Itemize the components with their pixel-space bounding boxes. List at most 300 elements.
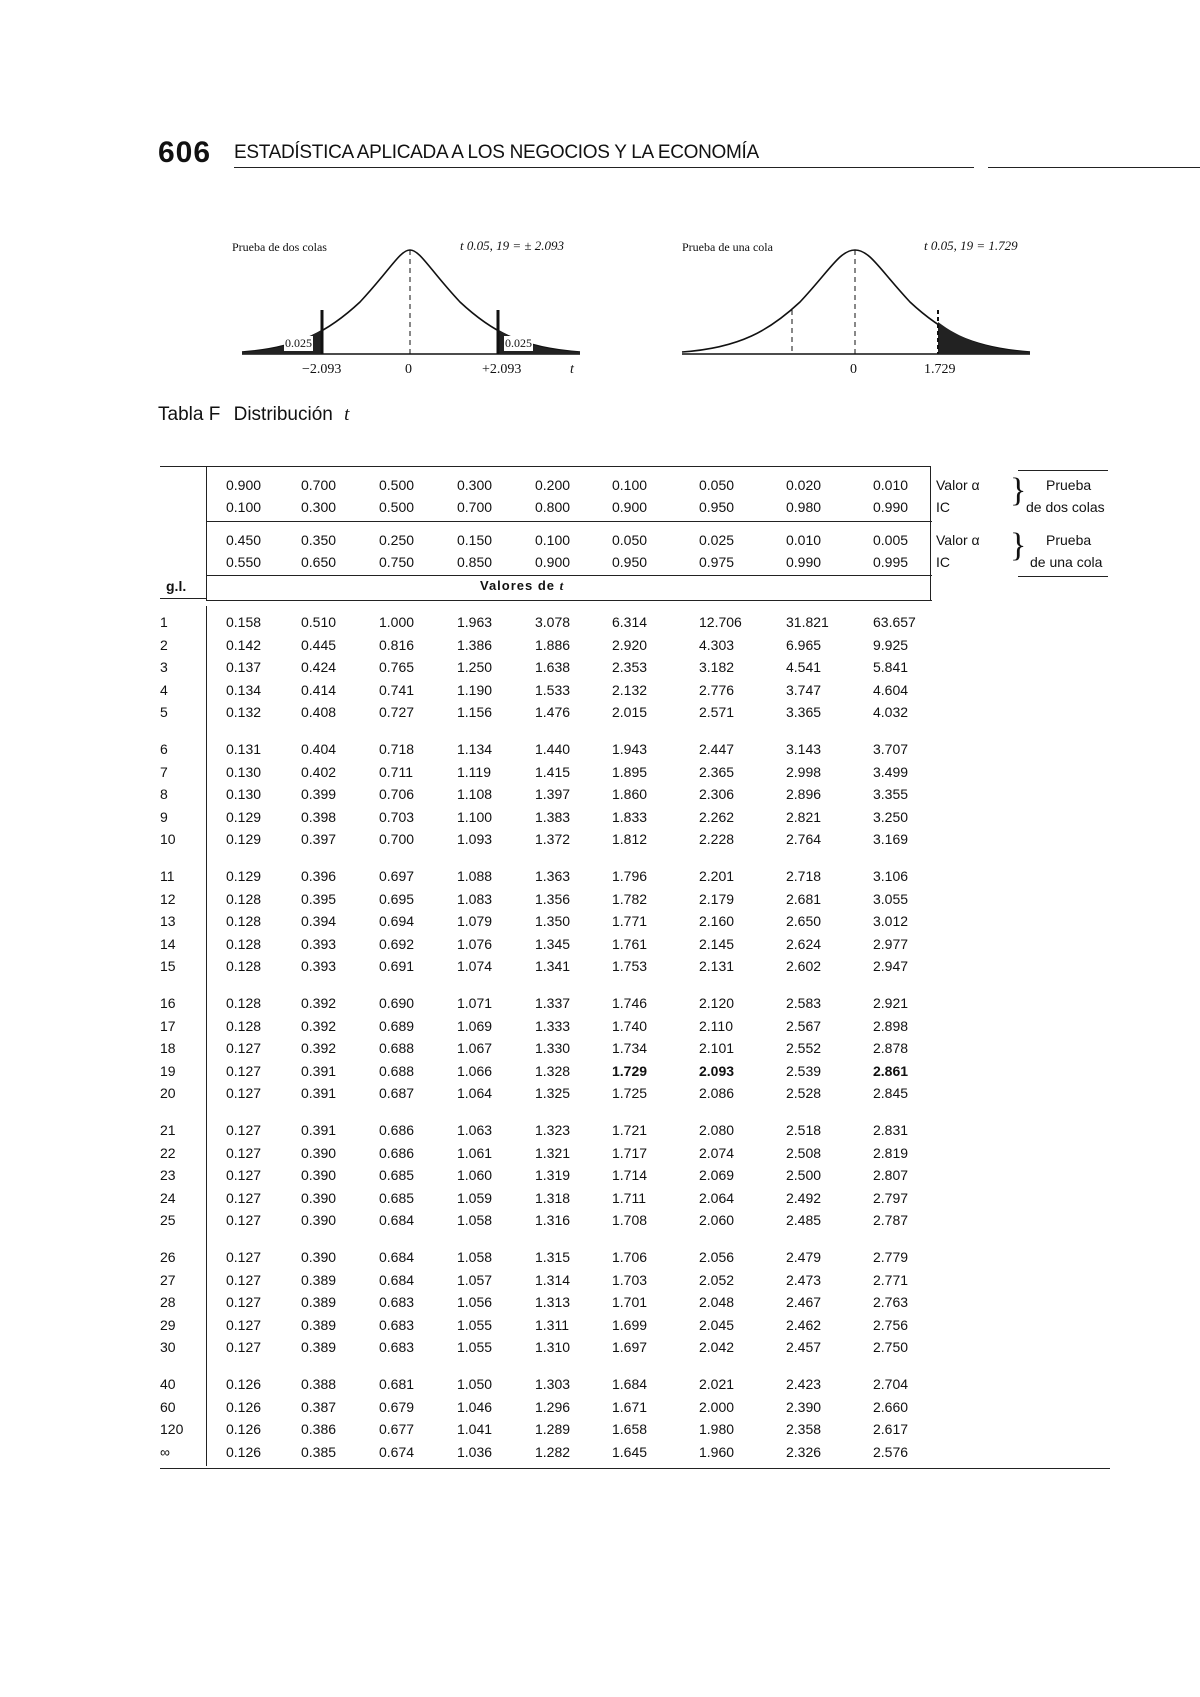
critical-value: 1.313	[535, 1294, 571, 1311]
critical-value: 0.684	[379, 1249, 415, 1265]
critical-value: 2.776	[699, 681, 735, 698]
one-tail-ic-value: 0.750	[379, 554, 415, 570]
critical-value: 6.965	[786, 636, 822, 653]
critical-value: 0.128	[226, 995, 262, 1011]
critical-value: 2.602	[786, 958, 822, 975]
critical-value: 3.182	[699, 659, 735, 676]
critical-value: 2.080	[699, 1122, 735, 1138]
critical-value: 2.571	[699, 704, 735, 721]
critical-value: 0.127	[226, 1316, 262, 1333]
critical-value: 2.779	[873, 1249, 909, 1265]
critical-value: 1.058	[457, 1212, 493, 1229]
critical-value: 0.391	[301, 1062, 337, 1079]
critical-value: 2.576	[873, 1443, 909, 1460]
critical-value: 0.684	[379, 1271, 415, 1288]
critical-value: 9.925	[873, 636, 909, 653]
critical-value: 2.462	[786, 1316, 822, 1333]
critical-value: 1.415	[535, 763, 571, 780]
critical-value: 0.445	[301, 636, 337, 653]
critical-value: 3.143	[786, 741, 822, 757]
two-tail-alpha-value: 0.050	[699, 477, 735, 493]
df-value: ∞	[160, 1443, 170, 1460]
critical-value: 0.127	[226, 1085, 262, 1102]
critical-value: 0.127	[226, 1212, 262, 1229]
critical-value: 3.365	[786, 704, 822, 721]
critical-value: 31.821	[786, 614, 829, 630]
critical-value: 1.386	[457, 636, 493, 653]
critical-value: 0.700	[379, 831, 415, 848]
critical-value: 0.711	[379, 763, 413, 780]
one-tail-ic-value: 0.650	[301, 554, 337, 570]
critical-value: 1.083	[457, 890, 493, 907]
critical-value: 0.727	[379, 704, 415, 721]
one-tail-test-label-1: Prueba	[1046, 532, 1092, 548]
critical-value: 2.552	[786, 1040, 822, 1057]
critical-value: 1.345	[535, 935, 571, 952]
critical-value: 0.414	[301, 681, 337, 698]
critical-value: 2.650	[786, 913, 822, 930]
critical-value: 2.947	[873, 958, 909, 975]
critical-value: 2.048	[699, 1294, 735, 1311]
critical-value: 0.695	[379, 890, 415, 907]
critical-value: 1.740	[612, 1017, 648, 1034]
critical-value: 1.074	[457, 958, 493, 975]
critical-value: 3.106	[873, 868, 909, 884]
critical-value: 1.055	[457, 1339, 493, 1356]
critical-value: 1.533	[535, 681, 571, 698]
critical-value: 2.365	[699, 763, 735, 780]
critical-value: 1.057	[457, 1271, 493, 1288]
critical-value: 1.812	[612, 831, 648, 848]
values-header-text: Valores de	[480, 578, 556, 593]
two-tail-ic-value: 0.700	[457, 499, 493, 515]
critical-value: 2.763	[873, 1294, 909, 1311]
critical-value: 1.316	[535, 1212, 571, 1229]
critical-value: 2.861	[873, 1062, 909, 1079]
critical-value: 0.127	[226, 1062, 262, 1079]
critical-value: 2.086	[699, 1085, 735, 1102]
critical-value: 1.323	[535, 1122, 571, 1138]
critical-value: 0.128	[226, 913, 262, 930]
critical-value: 1.671	[612, 1398, 648, 1415]
critical-value: 1.058	[457, 1249, 493, 1265]
critical-value: 1.100	[457, 808, 493, 825]
critical-value: 3.499	[873, 763, 909, 780]
critical-value: 63.657	[873, 614, 916, 630]
critical-value: 2.262	[699, 808, 735, 825]
critical-value: 1.476	[535, 704, 571, 721]
one-tail-alpha-value: 0.025	[699, 532, 735, 548]
df-value: 10	[160, 831, 176, 848]
one-tail-alpha-value: 0.350	[301, 532, 337, 548]
two-tail-alpha-value: 0.700	[301, 477, 337, 493]
critical-value: 2.807	[873, 1167, 909, 1184]
critical-value: 1.729	[612, 1062, 648, 1079]
critical-value: 0.128	[226, 1017, 262, 1034]
one-tail-ic-value: 0.550	[226, 554, 262, 570]
critical-value: 0.126	[226, 1398, 262, 1415]
critical-value: 4.604	[873, 681, 909, 698]
critical-value: 0.127	[226, 1339, 262, 1356]
critical-value: 2.306	[699, 786, 735, 803]
critical-value: 0.390	[301, 1212, 337, 1229]
critical-value: 0.686	[379, 1144, 415, 1161]
two-tail-ic-value: 0.950	[699, 499, 735, 515]
critical-value: 0.392	[301, 1017, 337, 1034]
critical-value: 1.721	[612, 1122, 648, 1138]
critical-value: 2.898	[873, 1017, 909, 1034]
df-header: g.l.	[166, 578, 187, 594]
critical-value: 1.310	[535, 1339, 571, 1356]
critical-value: 0.126	[226, 1421, 262, 1438]
critical-value: 0.137	[226, 659, 262, 676]
critical-value: 0.688	[379, 1062, 415, 1079]
two-tail-area-left: 0.025	[285, 336, 312, 350]
values-header-var: t	[559, 578, 565, 593]
df-value: 19	[160, 1062, 176, 1079]
critical-value: 2.787	[873, 1212, 909, 1229]
critical-value: 5.841	[873, 659, 909, 676]
two-tail-alpha-value: 0.010	[873, 477, 909, 493]
critical-value: 0.134	[226, 681, 262, 698]
critical-value: 4.303	[699, 636, 735, 653]
df-value: 2	[160, 636, 168, 653]
critical-value: 4.541	[786, 659, 822, 676]
header-rule-right	[988, 167, 1200, 168]
critical-value: 0.126	[226, 1443, 262, 1460]
critical-value: 1.036	[457, 1443, 493, 1460]
critical-value: 0.402	[301, 763, 337, 780]
critical-value: 0.404	[301, 741, 337, 757]
header-left-border	[206, 466, 207, 600]
critical-value: 0.387	[301, 1398, 337, 1415]
critical-value: 2.977	[873, 935, 909, 952]
critical-value: 3.747	[786, 681, 822, 698]
critical-value: 1.658	[612, 1421, 648, 1438]
critical-value: 2.131	[699, 958, 735, 975]
df-value: 3	[160, 659, 168, 676]
critical-value: 0.686	[379, 1122, 415, 1138]
critical-value: 0.391	[301, 1122, 337, 1138]
critical-value: 2.492	[786, 1189, 822, 1206]
critical-value: 1.119	[457, 763, 491, 780]
critical-value: 1.356	[535, 890, 571, 907]
critical-value: 2.567	[786, 1017, 822, 1034]
df-value: 13	[160, 913, 176, 930]
two-tail-alpha-value: 0.300	[457, 477, 493, 493]
critical-value: 1.134	[457, 741, 493, 757]
critical-value: 3.707	[873, 741, 909, 757]
one-tail-alpha-value: 0.050	[612, 532, 648, 548]
critical-value: 3.012	[873, 913, 909, 930]
critical-value: 1.753	[612, 958, 648, 975]
critical-value: 1.056	[457, 1294, 493, 1311]
critical-value: 2.518	[786, 1122, 822, 1138]
critical-value: 6.314	[612, 614, 648, 630]
critical-value: 0.130	[226, 763, 262, 780]
critical-value: 2.052	[699, 1271, 735, 1288]
df-value: 60	[160, 1398, 176, 1415]
critical-value: 0.741	[379, 681, 415, 698]
critical-value: 2.998	[786, 763, 822, 780]
df-value: 5	[160, 704, 168, 721]
one-tail-ic-value: 0.975	[699, 554, 735, 570]
critical-value: 2.120	[699, 995, 735, 1011]
critical-value: 0.765	[379, 659, 415, 676]
critical-value: 1.383	[535, 808, 571, 825]
critical-value: 2.358	[786, 1421, 822, 1438]
df-value: 15	[160, 958, 176, 975]
one-tail-ic-value: 0.995	[873, 554, 909, 570]
critical-value: 1.645	[612, 1443, 648, 1460]
critical-value: 1.886	[535, 636, 571, 653]
critical-value: 2.160	[699, 913, 735, 930]
critical-value: 0.683	[379, 1294, 415, 1311]
critical-value: 2.064	[699, 1189, 735, 1206]
critical-value: 2.045	[699, 1316, 735, 1333]
critical-value: 0.424	[301, 659, 337, 676]
critical-value: 1.341	[535, 958, 571, 975]
critical-value: 1.000	[379, 614, 415, 630]
critical-value: 2.660	[873, 1398, 909, 1415]
one-tail-ic-label: IC	[936, 554, 950, 570]
critical-value: 0.690	[379, 995, 415, 1011]
critical-value: 0.131	[226, 741, 262, 757]
critical-value: 2.060	[699, 1212, 735, 1229]
critical-value: 1.363	[535, 868, 571, 884]
one-tail-figure	[670, 230, 1050, 390]
critical-value: 0.395	[301, 890, 337, 907]
df-value: 20	[160, 1085, 176, 1102]
critical-value: 2.015	[612, 704, 648, 721]
critical-value: 0.688	[379, 1040, 415, 1057]
df-value: 12	[160, 890, 176, 907]
critical-value: 0.683	[379, 1316, 415, 1333]
two-tail-alpha-value: 0.100	[612, 477, 648, 493]
critical-value: 2.326	[786, 1443, 822, 1460]
df-column-border	[206, 606, 207, 1466]
critical-value: 0.397	[301, 831, 337, 848]
critical-value: 1.711	[612, 1189, 646, 1206]
critical-value: 0.132	[226, 704, 262, 721]
critical-value: 3.355	[873, 786, 909, 803]
critical-value: 1.734	[612, 1040, 648, 1057]
critical-value: 2.764	[786, 831, 822, 848]
critical-value: 1.314	[535, 1271, 571, 1288]
critical-value: 2.145	[699, 935, 735, 952]
df-value: 23	[160, 1167, 176, 1184]
df-value: 11	[160, 868, 175, 884]
one-tail-formula: t 0.05, 19 = 1.729	[924, 238, 1018, 253]
df-value: 27	[160, 1271, 176, 1288]
critical-value: 12.706	[699, 614, 742, 630]
critical-value: 0.127	[226, 1271, 262, 1288]
one-tail-side-rule	[1018, 576, 1108, 577]
one-tail-alpha-label: Valor α	[936, 532, 980, 548]
critical-value: 1.296	[535, 1398, 571, 1415]
table-title	[158, 404, 349, 426]
critical-value: 2.000	[699, 1398, 735, 1415]
one-tail-rule	[206, 575, 932, 576]
critical-value: 0.394	[301, 913, 337, 930]
df-value: 17	[160, 1017, 176, 1034]
critical-value: 0.681	[379, 1376, 415, 1392]
critical-value: 0.393	[301, 958, 337, 975]
critical-value: 2.093	[699, 1062, 735, 1079]
one-tail-label: Prueba de una cola	[682, 240, 773, 254]
critical-value: 1.963	[457, 614, 493, 630]
tick-neg-2093: −2.093	[302, 362, 342, 377]
critical-value: 0.389	[301, 1339, 337, 1356]
critical-value: 0.127	[226, 1294, 262, 1311]
critical-value: 1.699	[612, 1316, 648, 1333]
critical-value: 1.372	[535, 831, 571, 848]
df-value: 21	[160, 1122, 176, 1138]
critical-value: 2.920	[612, 636, 648, 653]
critical-value: 0.685	[379, 1189, 415, 1206]
df-value: 120	[160, 1421, 184, 1438]
critical-value: 1.330	[535, 1040, 571, 1057]
one-tail-tick-1729: 1.729	[924, 362, 956, 377]
critical-value: 1.796	[612, 868, 648, 884]
critical-value: 1.069	[457, 1017, 493, 1034]
critical-value: 1.041	[457, 1421, 493, 1438]
critical-value: 1.303	[535, 1376, 571, 1392]
critical-value: 1.684	[612, 1376, 648, 1392]
critical-value: 1.066	[457, 1062, 493, 1079]
critical-value: 0.718	[379, 741, 415, 757]
critical-value: 0.684	[379, 1212, 415, 1229]
critical-value: 0.691	[379, 958, 415, 975]
critical-value: 1.088	[457, 868, 493, 884]
critical-value: 0.130	[226, 786, 262, 803]
critical-value: 0.396	[301, 868, 337, 884]
critical-value: 0.689	[379, 1017, 415, 1034]
critical-value: 1.895	[612, 763, 648, 780]
critical-value: 1.156	[457, 704, 493, 721]
critical-value: 1.289	[535, 1421, 571, 1438]
critical-value: 1.190	[457, 681, 493, 698]
critical-value: 1.943	[612, 741, 648, 757]
two-tail-ic-value: 0.900	[612, 499, 648, 515]
critical-value: 1.337	[535, 995, 571, 1011]
critical-value: 0.127	[226, 1167, 262, 1184]
critical-value: 2.056	[699, 1249, 735, 1265]
one-tail-ic-value: 0.850	[457, 554, 493, 570]
critical-value: 1.079	[457, 913, 493, 930]
critical-value: 2.473	[786, 1271, 822, 1288]
one-tail-ic-value: 0.900	[535, 554, 571, 570]
critical-value: 1.325	[535, 1085, 571, 1102]
critical-value: 0.390	[301, 1144, 337, 1161]
critical-value: 2.583	[786, 995, 822, 1011]
critical-value: 1.708	[612, 1212, 648, 1229]
critical-value: 0.706	[379, 786, 415, 803]
critical-value: 0.129	[226, 831, 262, 848]
critical-value: 2.101	[699, 1040, 735, 1057]
two-tail-rule	[206, 521, 932, 522]
critical-value: 1.067	[457, 1040, 493, 1057]
critical-value: 1.717	[612, 1144, 648, 1161]
critical-value: 0.127	[226, 1189, 262, 1206]
critical-value: 2.750	[873, 1339, 909, 1356]
df-value: 6	[160, 741, 168, 757]
tick-pos-2093: +2.093	[482, 362, 522, 377]
critical-value: 1.250	[457, 659, 493, 676]
two-tail-area-right: 0.025	[505, 336, 532, 350]
critical-value: 2.074	[699, 1144, 735, 1161]
tick-t: t	[570, 362, 574, 377]
critical-value: 2.485	[786, 1212, 822, 1229]
critical-value: 0.694	[379, 913, 415, 930]
critical-value: 1.055	[457, 1316, 493, 1333]
critical-value: 1.311	[535, 1316, 569, 1333]
df-value: 24	[160, 1189, 176, 1206]
df-value: 7	[160, 763, 168, 780]
critical-value: 2.718	[786, 868, 822, 884]
critical-value: 1.076	[457, 935, 493, 952]
critical-value: 1.064	[457, 1085, 493, 1102]
critical-value: 0.127	[226, 1144, 262, 1161]
critical-value: 1.440	[535, 741, 571, 757]
critical-value: 0.674	[379, 1443, 415, 1460]
header-right-border	[930, 466, 931, 600]
critical-value: 1.782	[612, 890, 648, 907]
df-value: 8	[160, 786, 168, 803]
critical-value: 1.703	[612, 1271, 648, 1288]
critical-value: 0.399	[301, 786, 337, 803]
two-tail-ic-value: 0.100	[226, 499, 262, 515]
critical-value: 0.392	[301, 995, 337, 1011]
critical-value: 1.860	[612, 786, 648, 803]
df-value: 14	[160, 935, 176, 952]
critical-value: 0.687	[379, 1085, 415, 1102]
critical-value: 0.677	[379, 1421, 415, 1438]
critical-value: 0.683	[379, 1339, 415, 1356]
critical-value: 1.833	[612, 808, 648, 825]
critical-value: 2.423	[786, 1376, 822, 1392]
table-bottom-rule	[160, 1468, 1110, 1469]
critical-value: 1.638	[535, 659, 571, 676]
two-tail-test-label-1: Prueba	[1046, 477, 1092, 493]
critical-value: 1.725	[612, 1085, 648, 1102]
critical-value: 2.500	[786, 1167, 822, 1184]
critical-value: 0.389	[301, 1271, 337, 1288]
critical-value: 1.321	[535, 1144, 571, 1161]
critical-value: 2.771	[873, 1271, 909, 1288]
two-tail-formula: t 0.05, 19 = ± 2.093	[460, 238, 565, 253]
two-tail-brace: }	[1010, 472, 1027, 509]
critical-value: 2.353	[612, 659, 648, 676]
two-tail-ic-value: 0.500	[379, 499, 415, 515]
two-tail-ic-value: 0.300	[301, 499, 337, 515]
critical-value: 2.845	[873, 1085, 909, 1102]
critical-value: 0.127	[226, 1122, 262, 1138]
one-tail-ic-value: 0.950	[612, 554, 648, 570]
table-top-rule	[160, 466, 930, 467]
critical-value: 2.681	[786, 890, 822, 907]
critical-value: 1.046	[457, 1398, 493, 1415]
critical-value: 0.128	[226, 958, 262, 975]
critical-value: 1.397	[535, 786, 571, 803]
critical-value: 0.392	[301, 1040, 337, 1057]
df-value: 30	[160, 1339, 176, 1356]
critical-value: 2.756	[873, 1316, 909, 1333]
critical-value: 0.126	[226, 1376, 262, 1392]
critical-value: 2.069	[699, 1167, 735, 1184]
critical-value: 1.060	[457, 1167, 493, 1184]
critical-value: 0.128	[226, 935, 262, 952]
